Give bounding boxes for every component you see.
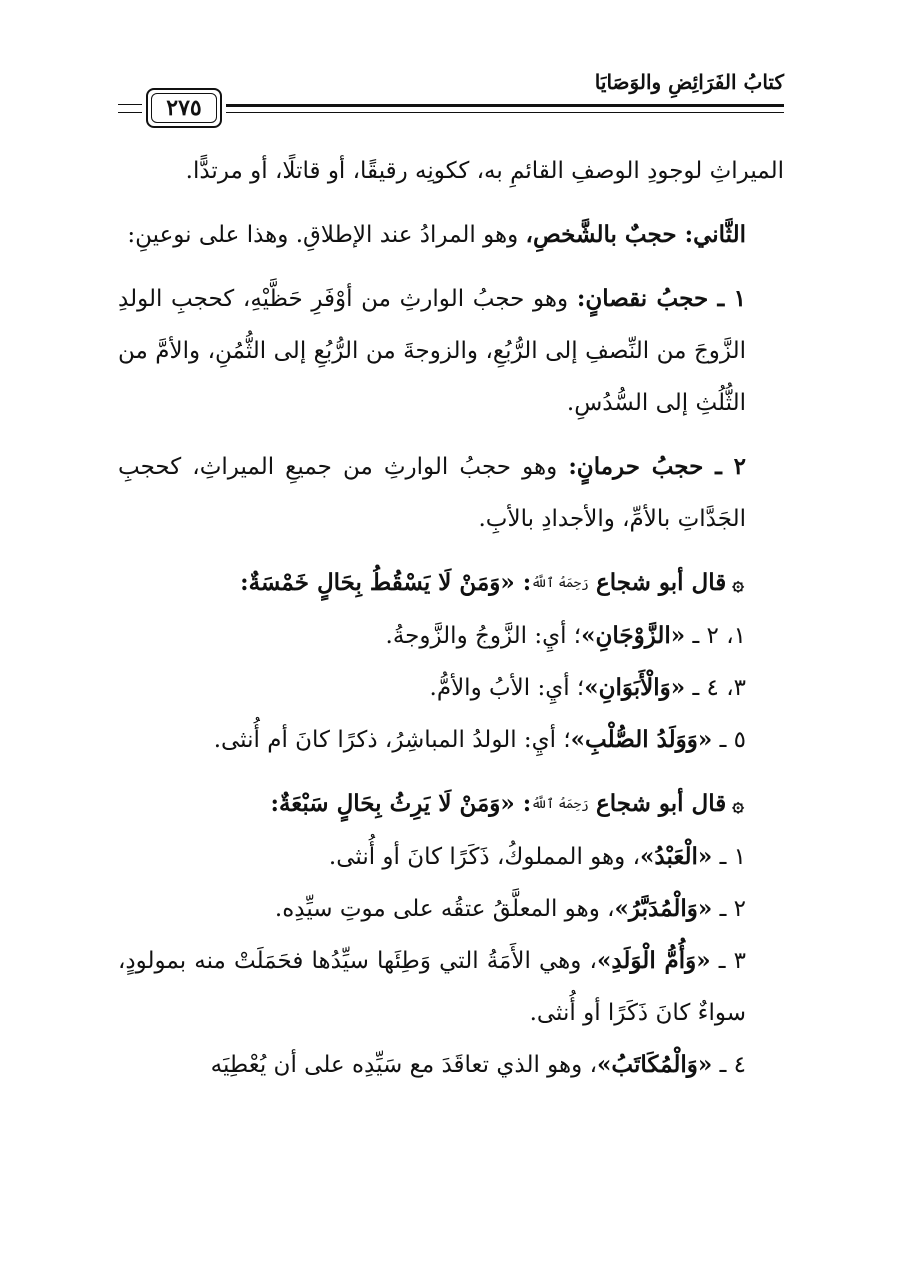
list-item [118,662,784,714]
paragraph-lead: ١ ـ حجبُ نقصانٍ: [576,285,747,312]
page-body [118,145,784,1091]
paragraph-text: ، وهو المعلَّقُ عتقُه على موتِ سيِّدِه. [274,896,615,922]
list-item-number: ٣ ـ [710,948,746,974]
header-rule [226,104,784,107]
paragraph-lead: ٢ ـ حجبُ حرمانٍ: [568,453,747,480]
paragraph-text: الميراثِ لوجودِ الوصفِ القائمِ به، ككونِه رقيقًا، أو قاتلًا، أو مرتدًّا. [185,158,784,184]
list-item-number: ٢ ـ [712,896,746,922]
header-rule [226,112,784,113]
header-rule [118,104,142,105]
page-number: ٢٧٥ [166,95,202,121]
paragraph [118,273,784,429]
paragraph [118,441,784,545]
header-rule [118,112,142,113]
paragraph-text: ، وهي الأَمَةُ التي وَطِئَها سيِّدُها فحَمَلَتْ منه بمولودٍ، سواءٌ كانَ ذَكَرًا أو أُنثى. [118,948,746,1026]
paragraph-text: ، وهو الذي تعاقَدَ مع سَيِّدِه على أن يُعْطِيَه [210,1052,598,1078]
matn-quote: : «وَمَنْ لَا يَسْقُطُ بِحَالٍ خَمْسَةٌ: [240,569,532,596]
paragraph-lead: الثَّاني: حجبٌ بالشَّخصِ، [525,221,746,248]
matn-quote-heading [118,557,784,610]
page-header [118,70,784,134]
list-item [118,831,784,883]
list-item [118,714,784,766]
honorific-glyph: رَحِمَهُ ٱللَّهُ [531,797,589,812]
paragraph-lead: «وَالْمُدَبَّرُ» [614,895,713,922]
honorific-glyph: رَحِمَهُ ٱللَّهُ [531,576,589,591]
page-number-frame [146,88,222,128]
list-item [118,883,784,935]
matn-quote: : «وَمَنْ لَا يَرِثُ بِحَالٍ سَبْعَةٌ: [270,790,532,817]
list-item-number: ٤ ـ [712,1052,746,1078]
list-item [118,1039,784,1091]
paragraph-text: ؛ أيِ: الولدُ المباشِرُ، ذكرًا كانَ أم أُنثى. [213,727,571,753]
paragraph-text: ، وهو المملوكُ، ذَكَرًا كانَ أو أُنثى. [328,844,640,870]
list-item-number: ١، ٢ ـ [685,623,746,649]
speaker-name: قال أبو شجاع [596,569,727,596]
running-title: كتابُ الفَرَائِضِ والوَصَايَا [594,70,784,94]
paragraph-lead: «وَأُمُّ الْوَلَدِ» [596,947,711,974]
paragraph-lead: «الزَّوْجَانِ» [581,622,686,649]
paragraph-lead: «وَوَلَدُ الصُّلْبِ» [570,726,713,753]
flower-ornament-icon: ۞ [732,571,744,595]
paragraph-text: ؛ أيِ: الأبُ والأمُّ. [429,675,585,701]
speaker-name: قال أبو شجاع [596,790,727,817]
flower-ornament-icon: ۞ [732,792,744,816]
paragraph [118,209,784,261]
list-item [118,610,784,662]
paragraph-text: وهو حجبُ الوارثِ من جميعِ الميراثِ، كحجبِ الجَدَّاتِ بالأمِّ، والأجدادِ بالأبِ. [118,454,746,532]
list-item-number: ١ ـ [712,844,746,870]
list-item-number: ٣، ٤ ـ [685,675,746,701]
list-item [118,935,784,1039]
paragraph-text: ؛ أيِ: الزَّوجُ والزَّوجةُ. [385,623,582,649]
list-item-number: ٥ ـ [712,727,746,753]
paragraph-lead: «وَالْأَبَوَانِ» [584,674,686,701]
matn-quote-heading [118,778,784,831]
paragraph-text: وهو المرادُ عند الإطلاقِ. وهذا على نوعينِ: [127,222,526,248]
paragraph-lead: «وَالْمُكَاتَبُ» [597,1051,713,1078]
paragraph [118,145,784,197]
paragraph-text: وهو حجبُ الوارثِ من أوْفَرِ حَظَّيْهِ، كحجبِ الولدِ الزَّوجَ من النِّصفِ إلى الرُّبُعِ، والزوجةَ من الرُّبُعِ إلى الثُّمُنِ، والأمَّ من الثُّلُثِ إلى السُّدُسِ. [118,286,746,416]
paragraph-lead: «الْعَبْدُ» [640,843,713,870]
